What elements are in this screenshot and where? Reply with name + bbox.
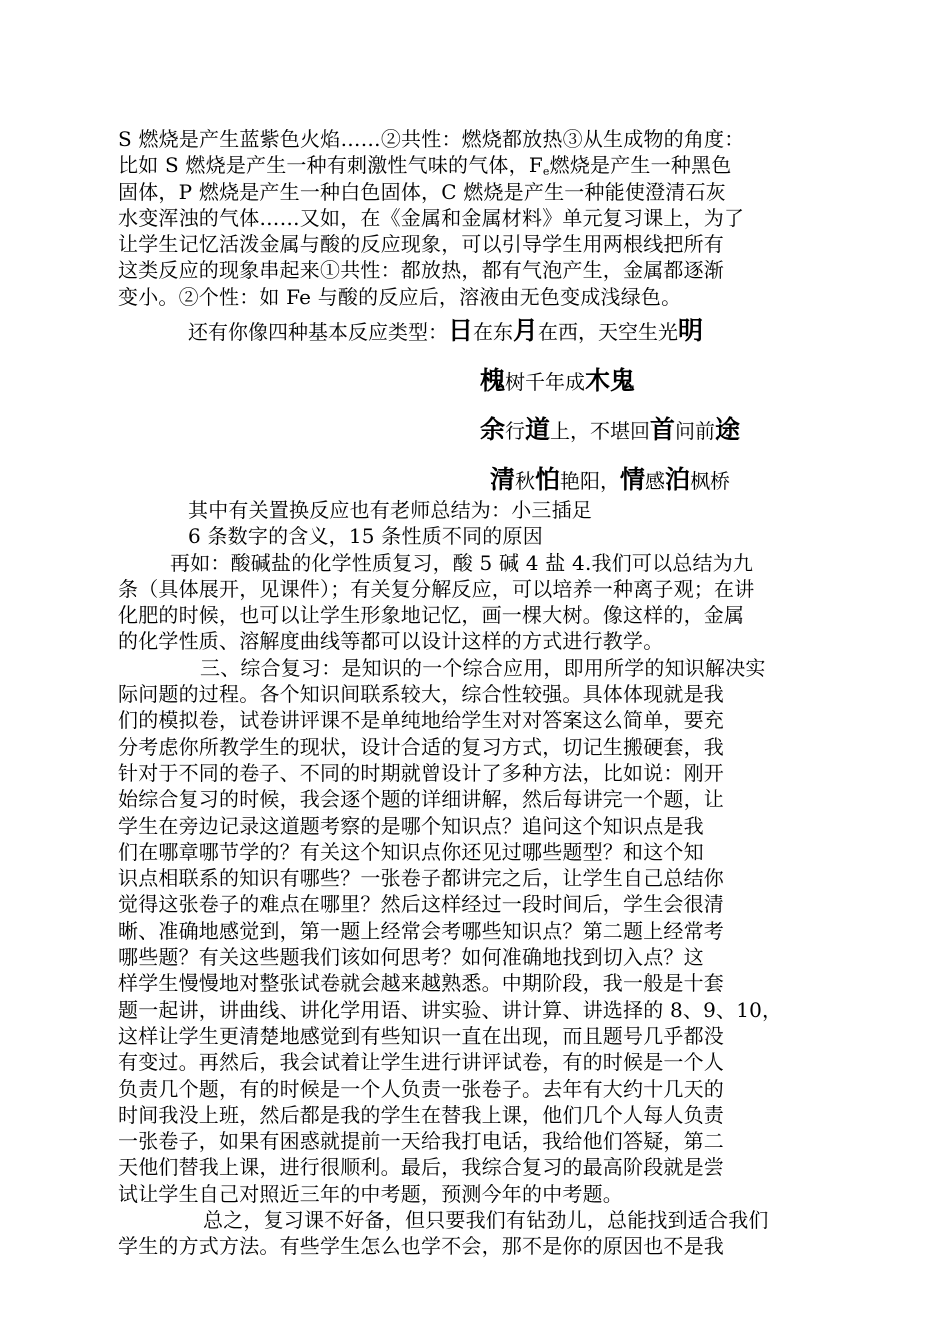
text-line: 比如 S 燃烧是产生一种有刺激性气味的气体，$F_e$燃烧是产生一种黑色: [118, 153, 732, 179]
poem-line-3: 余行道上，不堪回首问前途: [480, 415, 741, 444]
subscript: e: [542, 165, 550, 179]
text-line: 时间我没上班，然后都是我的学生在替我上课，他们几个人每人负责: [118, 1102, 724, 1127]
text-line: 总之，复习课不好备，但只要我们有钻劲儿，总能找到适合我们: [203, 1208, 769, 1233]
text-line: 水变浑浊的气体……又如，在《金属和金属材料》单元复习课上，为了: [118, 205, 745, 230]
text-line: 晰、准确地感觉到，第一题上经常会考哪些知识点？第二题上经常考: [118, 918, 724, 943]
text-line: 条（具体展开，见课件）；有关复分解反应，可以培养一种离子观；在讲: [118, 576, 755, 601]
text-line: 其中有关置换反应也有老师总结为：小三插足: [188, 498, 592, 522]
section-heading-line: 三、综合复习：是知识的一个综合应用，即用所学的知识解决实: [200, 655, 766, 680]
text-line: 觉得这张卷子的难点在哪里？然后这样经过一段时间后，学生会很清: [118, 892, 724, 917]
text-line: 这样让学生更清楚地感觉到有些知识一直在出现，而且题号几乎都没: [118, 1023, 724, 1048]
poem-line-1: 还有你像四种基本反应类型：日在东月在西，天空生光明: [188, 316, 704, 345]
text-line: 们的模拟卷，试卷讲评课不是单纯地给学生对对答案这么简单，要充: [118, 708, 724, 733]
text-line: 识点相联系的知识有哪些？一张卷子都讲完之后，让学生自己总结你: [118, 866, 724, 891]
text-line: 们在哪章哪节学的？有关这个知识点你还见过哪些题型？和这个知: [118, 839, 704, 864]
text-line: 哪些题？有关这些题我们该如何思考？如何准确地找到切入点？这: [118, 945, 704, 970]
text-line: 样学生慢慢地对整张试卷就会越来越熟悉。中期阶段，我一般是十套: [118, 971, 724, 996]
text-line: 有变过。再然后，我会试着让学生进行讲评试卷，有的时候是一个人: [118, 1050, 724, 1075]
paragraph-combustion: [118, 126, 833, 310]
text-line: 际问题的过程。各个知识间联系较大，综合性较强。具体体现就是我: [118, 682, 724, 707]
text-line: 针对于不同的卷子、不同的时期就曾设计了多种方法，比如说：刚开: [118, 760, 724, 785]
text-line: 学生的方式方法。有些学生怎么也学不会，那不是你的原因也不是我: [118, 1234, 724, 1259]
text-line: 变小。②个性：如 Fe 与酸的反应后，溶液由无色变成浅绿色。: [118, 284, 682, 309]
text-line: 让学生记忆活泼金属与酸的反应现象，可以引导学生用两根线把所有: [118, 232, 724, 257]
paragraph-review: [118, 497, 833, 1260]
text-line: 负责几个题，有的时候是一个人负责一张卷子。去年有大约十几天的: [118, 1076, 724, 1101]
text-line: 再如：酸碱盐的化学性质复习，酸 5 碱 4 盐 4.我们可以总结为九: [170, 550, 754, 575]
text-line: 始综合复习的时候，我会逐个题的详细讲解，然后每讲完一个题，让: [118, 787, 724, 812]
text-line: 这类反应的现象串起来①共性：都放热，都有气泡产生，金属都逐渐: [118, 258, 724, 283]
text-line: S 燃烧是产生蓝紫色火焰……②共性：燃烧都放热③从生成物的角度：: [118, 127, 745, 151]
text-line: 6 条数字的含义，15 条性质不同的原因: [188, 524, 543, 549]
text-line: 固体，P 燃烧是产生一种白色固体，C 燃烧是产生一种能使澄清石灰: [118, 179, 726, 204]
text-line: 化肥的时候，也可以让学生形象地记忆，画一棵大树。像这样的，金属: [118, 603, 745, 628]
text-line: 天他们替我上课，进行很顺利。最后，我综合复习的最高阶段就是尝: [118, 1155, 724, 1180]
text-line: 分考虑你所教学生的现状，设计合适的复习方式，切记生搬硬套，我: [118, 734, 724, 759]
poem-line-4: 清秋怕艳阳，情感泊枫桥: [490, 465, 731, 494]
text-line: 一张卷子，如果有困惑就提前一天给我打电话，我给他们答疑，第二: [118, 1129, 724, 1154]
text-line: 学生在旁边记录这道题考察的是哪个知识点？追问这个知识点是我: [118, 813, 704, 838]
text-line: 试让学生自己对照近三年的中考题，预测今年的中考题。: [118, 1181, 623, 1206]
text-line: 题一起讲，讲曲线、讲化学用语、讲实验、讲计算、讲选择的 8、9、10，: [118, 997, 783, 1022]
poem-line-2: 槐树千年成木鬼: [480, 366, 636, 395]
text-line: 的化学性质、溶解度曲线等都可以设计这样的方式进行教学。: [118, 629, 664, 654]
